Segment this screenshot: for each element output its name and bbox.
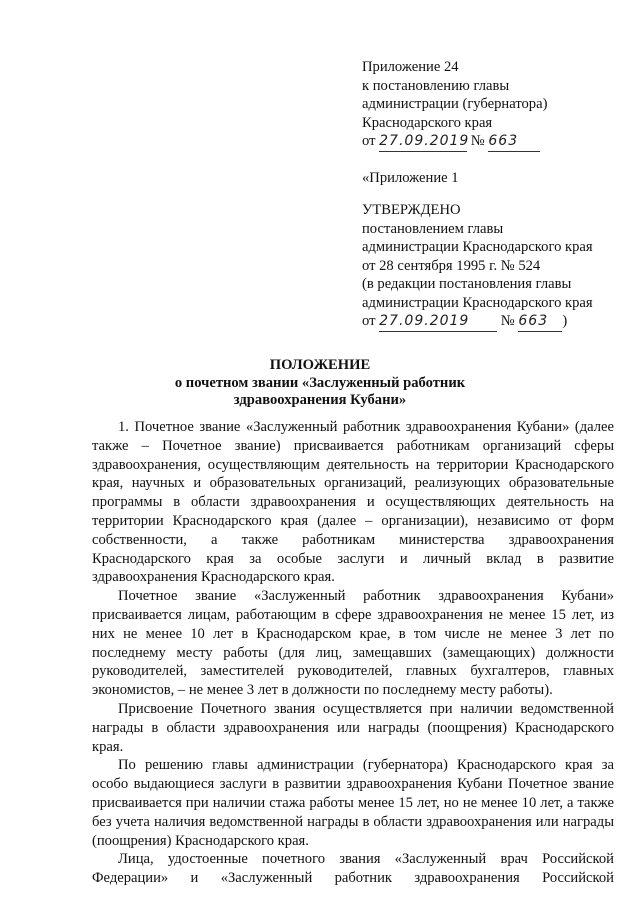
paragraph: Почетное звание «Заслуженный работник здравоохранения Кубани» присваивается лицам, работающим в сфере здравоохранения не менее 15 лет, из них не менее 10 лет в Краснодарском крае, в том числе не менее 3 лет по последнему месту работы (для лиц, замещавших (замещающих) должности руководителей, заместителей руководителей, главных бухгалтеров, главных экономистов, – не менее 3 лет в должности по последнему месту работы). bbox=[92, 588, 614, 699]
title-line2: о почетном звании «Заслуженный работник bbox=[174, 374, 466, 391]
handwritten-number: 663 bbox=[518, 313, 549, 329]
appendix-24-date-line bbox=[362, 132, 632, 152]
appendix-24-line2: к постановлению главы bbox=[362, 77, 510, 94]
title-line3: здравоохранения Кубани» bbox=[233, 392, 407, 408]
handwritten-date: 27.09.2019 bbox=[379, 133, 470, 149]
date-underline bbox=[379, 312, 497, 332]
appendix-1-text: «Приложение 1 bbox=[362, 170, 459, 186]
date-prefix: от bbox=[362, 313, 376, 329]
document-body bbox=[92, 418, 614, 888]
appendix-24-line3: администрации (губернатора) bbox=[362, 96, 548, 112]
approved-block bbox=[362, 201, 632, 332]
approved-line3: от 28 сентября 1995 г. № 524 bbox=[362, 257, 541, 274]
document-title bbox=[0, 357, 640, 410]
paragraph: 1. Почетное звание «Заслуженный работник здравоохранения Кубани» (далее также – Почетное звание) присваивается работникам организаций сферы здравоохранения, осуществляющим деятельность на территории Краснодарского края, научных и образовательных организаций, реализующих образовательные программы в области здравоохранения и осуществляющих деятельность на территории Краснодарского края (далее – организации), независимо от форм собственности, а также работникам министерства здравоохранения Краснодарского края за особые заслуги и личный вклад в развитие здравоохранения Краснодарского края. bbox=[92, 419, 614, 586]
date-prefix: от bbox=[362, 133, 376, 149]
approved-line5: администрации Краснодарского края bbox=[362, 294, 593, 311]
appendix-1-label bbox=[362, 169, 632, 188]
approved-line2: администрации Краснодарского края bbox=[362, 239, 593, 255]
approved-line1: постановлением главы bbox=[362, 220, 504, 237]
handwritten-date: 27.09.2019 bbox=[379, 313, 470, 329]
number-label: № bbox=[500, 313, 515, 329]
number-underline bbox=[518, 312, 562, 332]
approved-date-line bbox=[362, 312, 632, 332]
approved-heading: УТВЕРЖДЕНО bbox=[362, 202, 461, 218]
paragraph: Лица, удостоенные почетного звания «Заслуженный врач Российской Федерации» и «Заслуженный работник здравоохранения Российской bbox=[92, 851, 614, 887]
title-line1: ПОЛОЖЕНИЕ bbox=[269, 357, 371, 373]
appendix-24-line4: Краснодарского края bbox=[362, 114, 493, 131]
number-underline bbox=[488, 132, 540, 152]
appendix-24-block bbox=[362, 58, 632, 152]
appendix-24-line1: Приложение 24 bbox=[362, 59, 459, 75]
handwritten-number: 663 bbox=[488, 133, 519, 149]
paragraph: По решению главы администрации (губернатора) Краснодарского края за особо выдающиеся заслуги в развитии здравоохранения Кубани Почетное звание присваивается при наличии стажа работы менее 15 лет, но не менее 10 лет, а также без учета наличия ведомственной награды в области здравоохранения или награды (поощрения) Краснодарского края. bbox=[92, 757, 614, 849]
date-underline bbox=[379, 132, 470, 152]
paragraph: Присвоение Почетного звания осуществляется при наличии ведомственной награды в области здравоохранения или награды (поощрения) Краснодарского края. bbox=[92, 700, 614, 755]
number-label: № bbox=[470, 133, 485, 149]
approved-line4: (в редакции постановления главы bbox=[362, 276, 572, 292]
closing-paren: ) bbox=[562, 313, 568, 329]
